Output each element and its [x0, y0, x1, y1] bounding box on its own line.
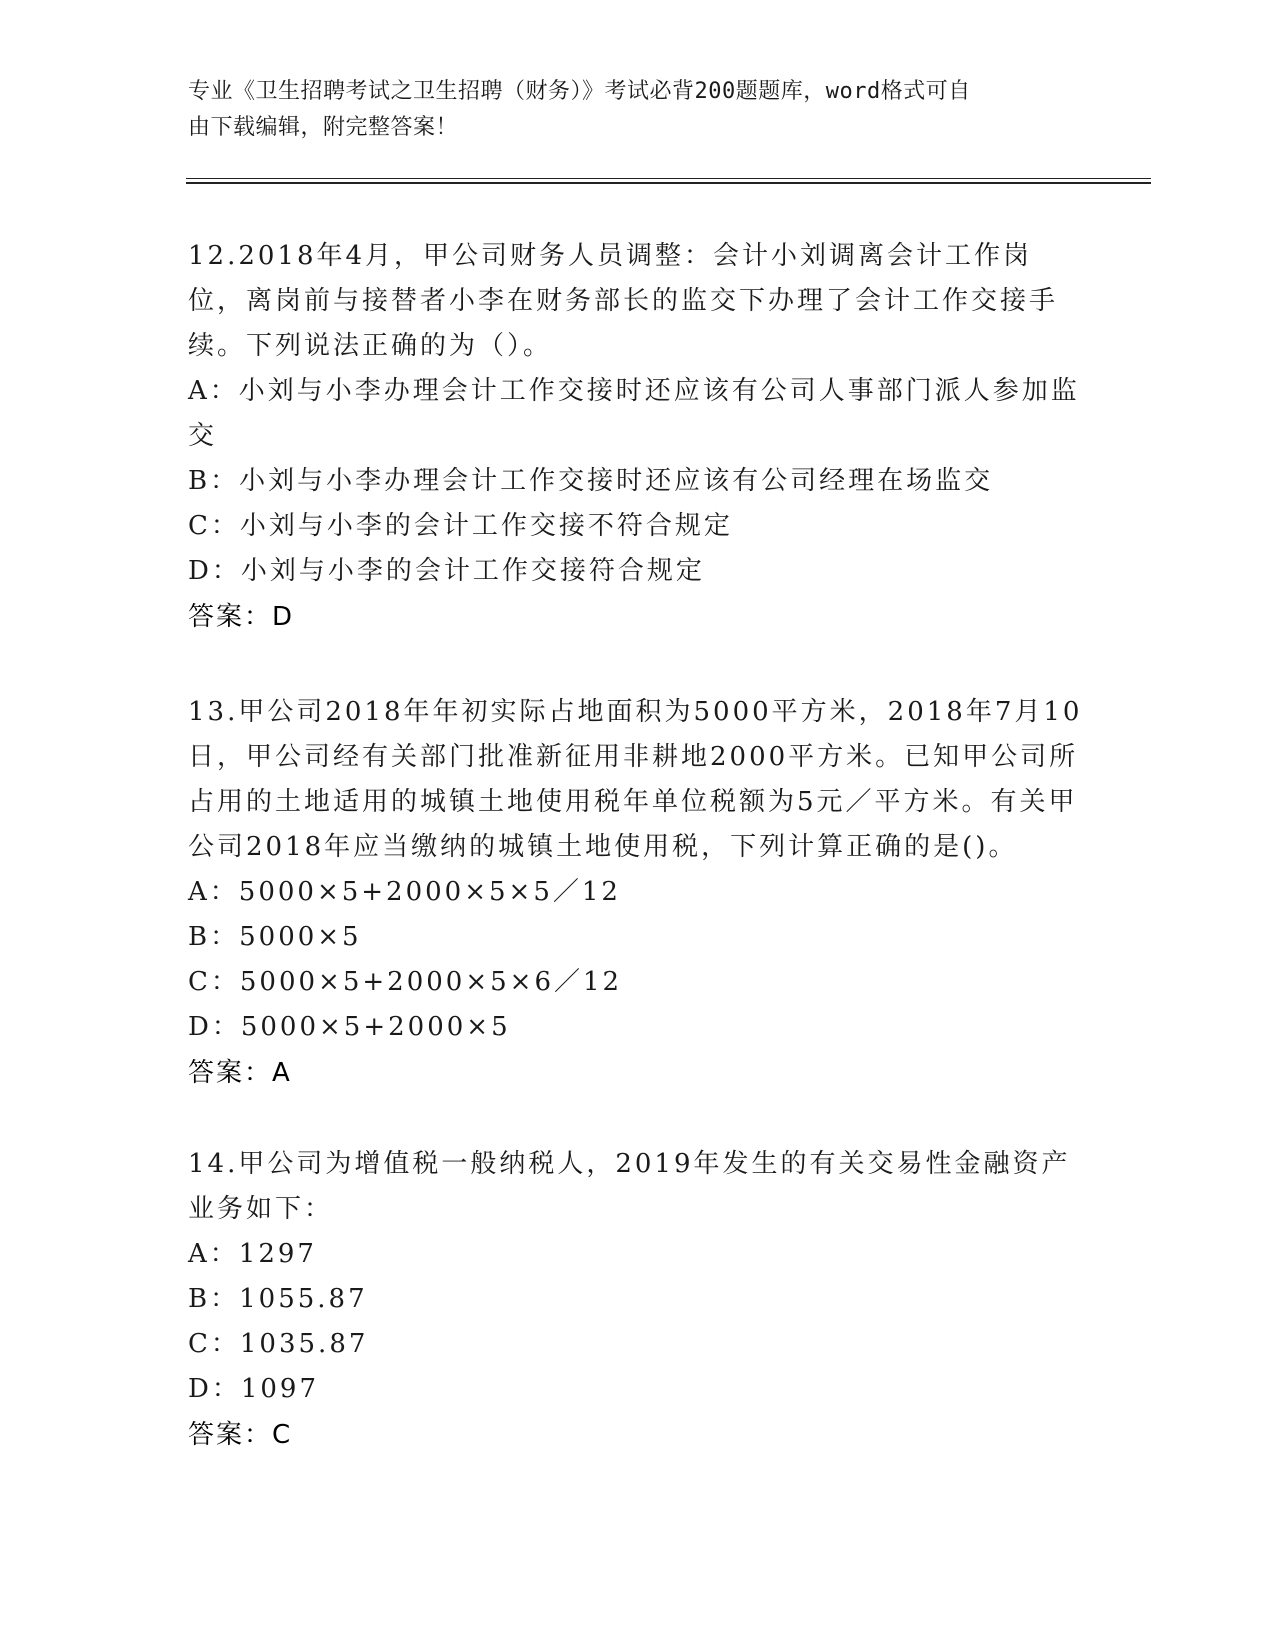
document-header: [188, 74, 1088, 146]
option-b: B：小刘与小李办理会计工作交接时还应该有公司经理在场监交: [188, 466, 994, 496]
option-a: A：小刘与小李办理会计工作交接时还应该有公司人事部门派人参加监交: [188, 376, 1080, 451]
header-line-2: 由下载编辑，附完整答案！: [188, 115, 459, 140]
question-12: [188, 234, 1088, 640]
header-divider-bottom: [186, 182, 1151, 184]
option-a: A：1297: [188, 1239, 317, 1269]
option-d: D：小刘与小李的会计工作交接符合规定: [188, 556, 705, 586]
option-c: C：小刘与小李的会计工作交接不符合规定: [188, 511, 733, 541]
option-b: B：1055.87: [188, 1284, 368, 1314]
answer: 答案：C: [188, 1420, 293, 1450]
question-14: [188, 1142, 1088, 1458]
option-b: B：5000×5: [188, 922, 362, 952]
option-d: D：5000×5+2000×5: [188, 1012, 511, 1042]
option-d: D：1097: [188, 1374, 320, 1404]
header-line-1: 专业《卫生招聘考试之卫生招聘（财务）》考试必背200题题库，word格式可自: [188, 79, 971, 104]
option-c: C：5000×5+2000×5×6／12: [188, 967, 623, 997]
question-13: [188, 690, 1088, 1096]
question-stem: 12.2018年4月，甲公司财务人员调整：会计小刘调离会计工作岗位，离岗前与接替者小李在财务部长的监交下办理了会计工作交接手续。下列说法正确的为（）。: [188, 241, 1059, 361]
option-c: C：1035.87: [188, 1329, 369, 1359]
header-divider-top: [186, 178, 1151, 179]
question-stem: 13.甲公司2018年年初实际占地面积为5000平方米，2018年7月10日，甲公司经有关部门批准新征用非耕地2000平方米。已知甲公司所占用的土地适用的城镇土地使用税年单位税额为5元／平方米。有关甲公司2018年应当缴纳的城镇土地使用税，下列计算正确的是()。: [188, 697, 1083, 862]
option-a: A：5000×5+2000×5×5／12: [188, 877, 621, 907]
answer: 答案：D: [188, 602, 295, 632]
answer: 答案：A: [188, 1058, 292, 1088]
question-stem: 14.甲公司为增值税一般纳税人，2019年发生的有关交易性金融资产业务如下：: [188, 1149, 1071, 1224]
